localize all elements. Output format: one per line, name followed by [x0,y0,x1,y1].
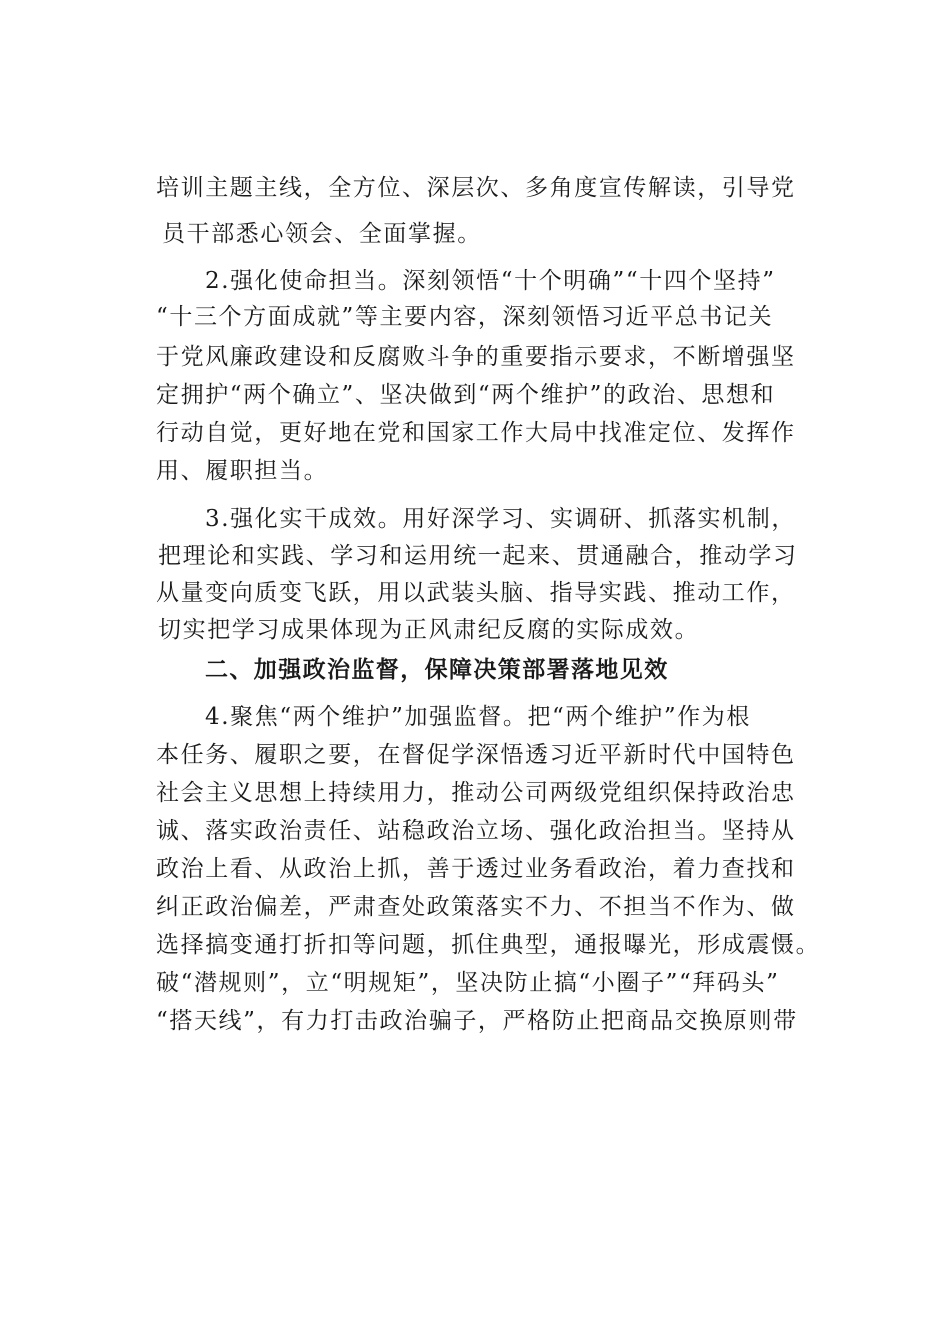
paragraph-line: 用、履职担当。 [156,458,329,484]
paragraph-line: 员干部悉心领会、全面掌握。 [162,221,482,247]
paragraph-line: 定拥护“两个确立”、坚决做到“两个维护”的政治、思想和 [156,382,776,408]
paragraph-line: “搭天线”，有力打击政治骗子，严格防止把商品交换原则带 [156,1008,798,1034]
paragraph-line: 本任务、履职之要，在督促学深悟透习近平新时代中国特色 [156,742,796,768]
paragraph-line: 3.强化实干成效。用好深学习、实调研、抓落实机制， [205,506,796,532]
paragraph-line: 政治上看、从政治上抓，善于透过业务看政治，着力查找和 [156,856,796,882]
paragraph-line: 于党风廉政建设和反腐败斗争的重要指示要求，不断增强坚 [156,344,796,370]
paragraph-line: 从量变向质变飞跃，用以武装头脑、指导实践、推动工作， [156,580,796,606]
paragraph-line: 切实把学习成果体现为正风肃纪反腐的实际成效。 [158,617,700,643]
paragraph-line: 培训主题主线，全方位、深层次、多角度宣传解读，引导党 [156,175,796,201]
paragraph-line: 2.强化使命担当。深刻领悟“十个明确”“十四个坚持” [205,268,776,294]
paragraph-line: 行动自觉，更好地在党和国家工作大局中找准定位、发挥作 [156,420,796,446]
paragraph-line: 把理论和实践、学习和运用统一起来、贯通融合，推动学习 [158,543,798,569]
paragraph-line: 诚、落实政治责任、站稳政治立场、强化政治担当。坚持从 [156,818,796,844]
section-heading: 二、加强政治监督，保障决策部署落地见效 [205,657,669,683]
paragraph-line: 社会主义思想上持续用力，推动公司两级党组织保持政治忠 [156,780,796,806]
paragraph-line: 纠正政治偏差，严肃查处政策落实不力、不担当不作为、做 [156,894,796,920]
paragraph-line: 破“潜规则”，立“明规矩”，坚决防止搞“小圈子”“拜码头” [156,970,780,996]
paragraph-line: “十三个方面成就”等主要内容，深刻领悟习近平总书记关 [156,304,774,330]
paragraph-line: 4.聚焦“两个维护”加强监督。把“两个维护”作为根 [205,704,751,730]
paragraph-line: 选择搞变通打折扣等问题，抓住典型，通报曝光，形成震慑。 [156,932,821,958]
